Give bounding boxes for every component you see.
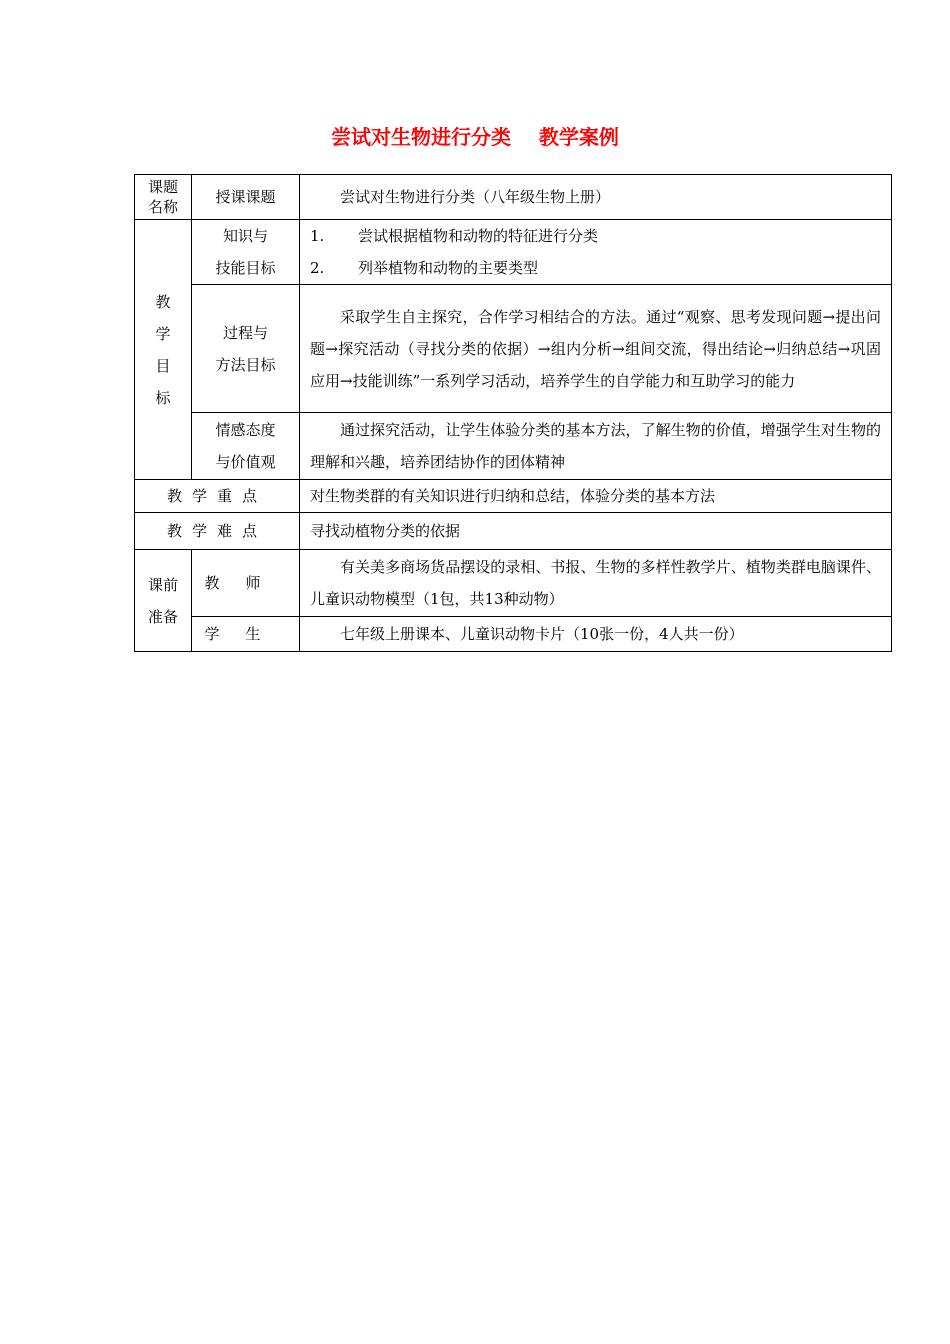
preparation-label-cell — [135, 550, 192, 652]
objective-process-row — [135, 285, 892, 413]
course-name-value-cell — [300, 175, 892, 220]
course-name-label-cell — [135, 175, 192, 220]
teacher-text: 有关美多商场货品摆设的录相、书报、生物的多样性教学片、植物类群电脑课件、儿童识动物模型（1包，共13种动物） — [310, 558, 881, 608]
student-label: 学生 — [204, 625, 287, 643]
emotion-text: 通过探究活动，让学生体验分类的基本方法，了解生物的价值，增强学生对生物的理解和兴趣，培养团结协作的团体精神 — [310, 421, 881, 471]
objective-knowledge-row — [135, 220, 892, 285]
emotion-label-line: 与价值观 — [215, 453, 276, 471]
preparation-student-row — [135, 617, 892, 652]
student-label-cell — [192, 617, 300, 652]
knowledge-label-line: 技能目标 — [215, 259, 276, 277]
objective-emotion-row — [135, 413, 892, 480]
difficulties-text: 寻找动植物分类的依据 — [310, 522, 461, 540]
course-subject-label: 授课课题 — [215, 188, 276, 206]
process-label-line: 方法目标 — [215, 355, 276, 374]
list-item-text: 列举植物和动物的主要类型 — [358, 259, 539, 277]
key-points-text: 对生物类群的有关知识进行归纳和总结，体验分类的基本方法 — [310, 487, 716, 505]
list-item-number: 2. — [310, 259, 325, 277]
list-item-number: 1. — [310, 227, 325, 245]
course-name-label: 课题名称 — [147, 178, 178, 216]
key-points-label-cell — [135, 480, 300, 513]
process-label-cell — [192, 285, 300, 413]
knowledge-label-cell — [192, 220, 300, 285]
difficulties-row — [135, 513, 892, 550]
objectives-label-char: 目 — [155, 356, 171, 375]
list-item-text: 尝试根据植物和动物的特征进行分类 — [358, 227, 599, 245]
objectives-label-cell — [135, 220, 192, 480]
course-name-row — [135, 175, 892, 220]
teacher-label: 教师 — [204, 574, 287, 592]
key-points-label: 教学重点 — [166, 487, 267, 505]
preparation-label-line: 准备 — [147, 607, 178, 626]
objectives-label-char: 标 — [155, 388, 171, 407]
difficulties-label-cell — [135, 513, 300, 550]
knowledge-items-cell — [300, 220, 892, 285]
difficulties-label: 教学难点 — [166, 522, 267, 540]
emotion-label-cell — [192, 413, 300, 480]
emotion-label-line: 情感态度 — [215, 421, 276, 439]
lesson-plan-table — [134, 174, 892, 652]
student-text: 七年级上册课本、儿童识动物卡片（10张一份，4人共一份） — [340, 625, 744, 643]
preparation-teacher-row — [135, 550, 892, 617]
objectives-label-char: 教 — [155, 292, 171, 311]
list-item — [310, 252, 881, 284]
knowledge-label-line: 知识与 — [222, 227, 268, 245]
process-label-line: 过程与 — [222, 323, 268, 342]
course-subject-label-cell — [192, 175, 300, 220]
emotion-text-cell — [300, 413, 892, 480]
teacher-label-cell — [192, 550, 300, 617]
document-title: 尝试对生物进行分类 教学案例 — [331, 125, 619, 149]
course-name-value: 尝试对生物进行分类（八年级生物上册） — [340, 188, 611, 206]
objectives-label-char: 学 — [155, 324, 171, 343]
student-text-cell — [300, 617, 892, 652]
teacher-text-cell — [300, 550, 892, 617]
preparation-label-line: 课前 — [147, 575, 178, 594]
list-item — [310, 220, 881, 252]
key-points-row — [135, 480, 892, 513]
process-text: 采取学生自主探究，合作学习相结合的方法。通过“观察、思考发现问题→提出问题→探究活动（寻找分类的依据）→组内分析→组间交流，得出结论→归纳总结→巩固应用→技能训练”一系列学习活动，培养学生的自学能力和互助学习的能力 — [310, 307, 881, 390]
process-text-cell — [300, 285, 892, 413]
key-points-text-cell — [300, 480, 892, 513]
difficulties-text-cell — [300, 513, 892, 550]
